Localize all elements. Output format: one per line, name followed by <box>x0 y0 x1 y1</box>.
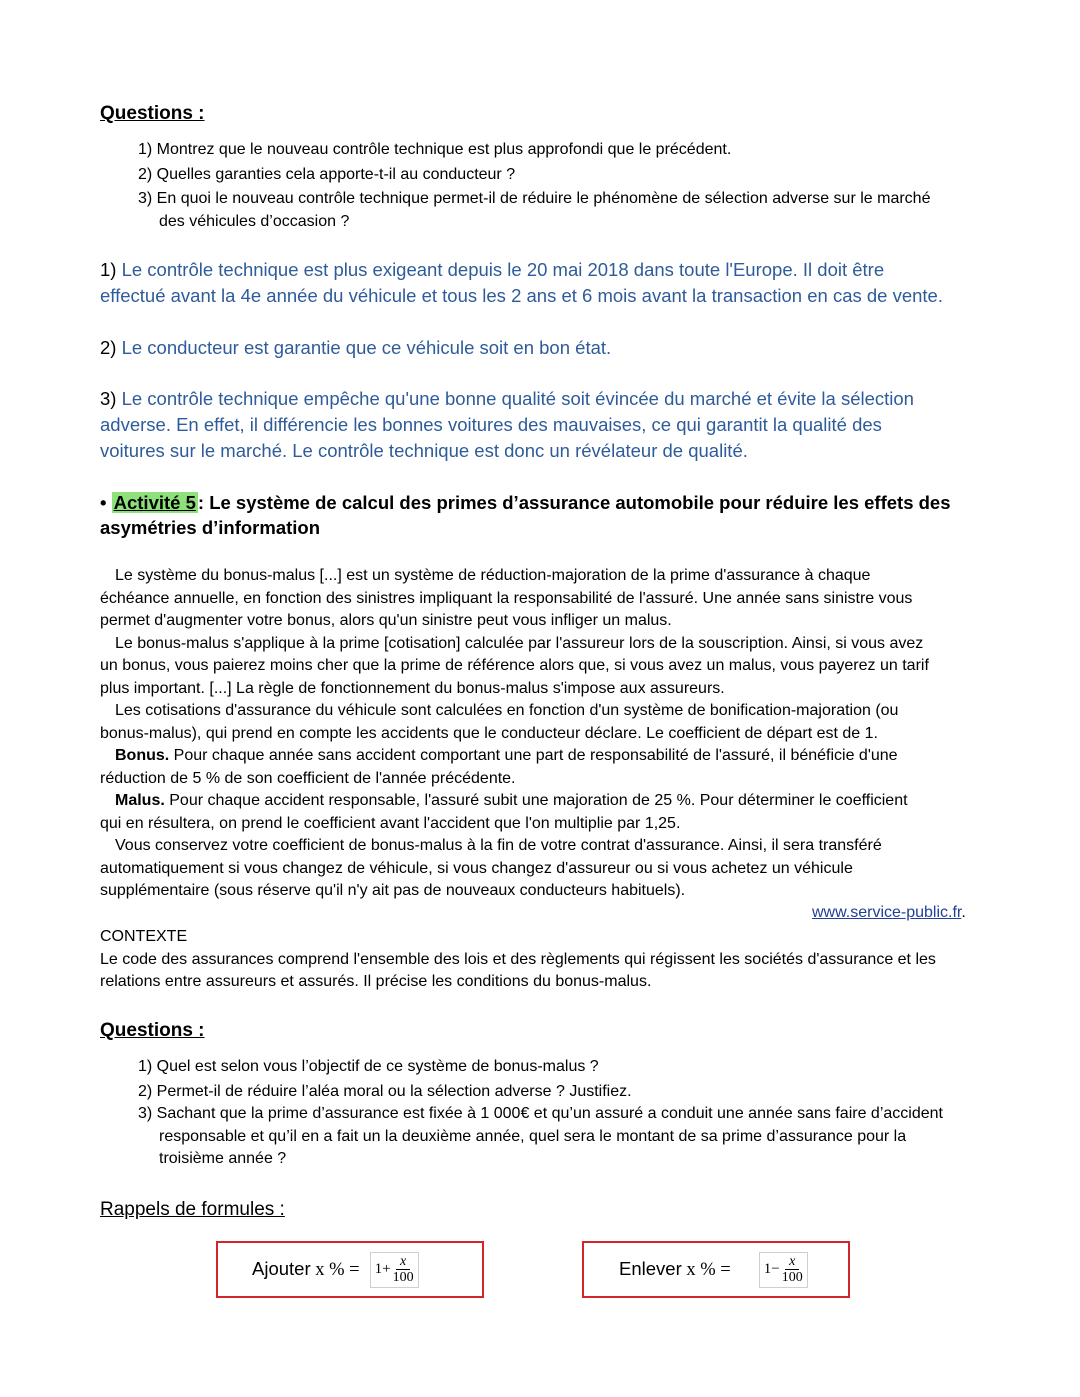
source-link[interactable]: www.service-public.fr <box>812 904 962 921</box>
answer-1-line-1: Le contrôle technique est plus exigeant depuis le 20 mai 2018 dans toute l'Europe. Il doit être <box>116 259 885 280</box>
doc-line: un bonus, vous paierez moins cher que la prime de référence alors que, si vous avez un malus, vous payerez un tarif <box>100 657 929 674</box>
questions-heading-1: Questions : <box>100 103 205 124</box>
answer-3-number: 3) <box>100 388 117 409</box>
bonus-line-2: réduction de 5 % de son coefficient de l'année précédente. <box>100 769 516 787</box>
doc-line: Le bonus-malus s'applique à la prime [cotisation] calculée par l'assureur lors de la souscription. Ainsi, si vous avez <box>115 634 924 652</box>
doc-line: supplémentaire (sous réserve qu'il n'y ait pas de nouveaux conducteurs habituels). <box>100 882 686 899</box>
doc-line: Les cotisations d'assurance du véhicule sont calculées en fonction d'un système de bonification-majoration (ou <box>115 702 899 719</box>
formula-box-add <box>216 1241 484 1298</box>
question-3-continued: responsable et qu’il en a fait un la deuxième année, quel sera le montant de sa prime d’assurance pour la <box>159 1127 907 1145</box>
formula-remove-label: Enlever x % = <box>619 1258 731 1280</box>
formula-box-remove <box>582 1241 850 1298</box>
questions-list-1 <box>138 139 930 233</box>
doc-line: automatiquement si vous changez de véhicule, si vous changez d'assureur ou si vous achetez un véhicule <box>100 859 853 877</box>
context-line-2: relations entre assureurs et assurés. Il précise les conditions du bonus-malus. <box>100 973 652 990</box>
bonus-line-1: Pour chaque année sans accident comportant une part de responsabilité de l'assuré, il bénéficie d'une <box>169 747 898 764</box>
malus-line-1: Pour chaque accident responsable, l'assuré subit une majoration de 25 %. Pour déterminer le coefficient <box>164 792 908 809</box>
doc-line: Le système du bonus-malus [...] est un système de réduction-majoration de la prime d'assurance à chaque <box>115 567 871 584</box>
activity-heading <box>100 490 951 540</box>
questions-heading-2: Questions : <box>100 1020 205 1041</box>
formula-add: 1+ $\frac{x}{100}$ <box>370 1252 419 1288</box>
answer-1-number: 1) <box>100 259 117 280</box>
answer-1 <box>100 257 943 309</box>
answer-3-line-3: voitures sur le marché. Le contrôle technique est donc un révélateur de qualité. <box>100 440 748 461</box>
answer-2-line-1: Le conducteur est garantie que ce véhicule soit en bon état. <box>116 337 612 358</box>
activity-tag: Activité 5 <box>113 492 196 513</box>
doc-line: Vous conservez votre coefficient de bonus-malus à la fin de votre contrat d'assurance. Ainsi, il sera transféré <box>115 837 882 854</box>
source-dot: . <box>961 904 966 921</box>
bullet-icon: • <box>100 492 107 513</box>
question-2: 2) Quelles garanties cela apporte-t-il au conducteur ? <box>138 165 516 183</box>
activity-title-line-1: : Le système de calcul des primes d’assurance automobile pour réduire les effets des <box>197 492 951 513</box>
answer-2-number: 2) <box>100 337 117 358</box>
formula-remove: 1− $\frac{x}{100}$ <box>759 1252 808 1288</box>
answer-1-line-2: effectué avant la 4e année du véhicule et tous les 2 ans et 6 mois avant la transaction en cas de vente. <box>100 285 943 306</box>
answer-3-line-1: Le contrôle technique empêche qu'une bonne qualité soit évincée du marché et évite la sélection <box>116 388 914 409</box>
question-3: 3) Sachant que la prime d’assurance est fixée à 1 000€ et qu’un assuré a conduit une année sans faire d’accident <box>138 1105 943 1122</box>
question-3-continued: troisième année ? <box>159 1150 287 1167</box>
activity-title-line-2: asymétries d’information <box>100 517 321 538</box>
question-1: 1) Quel est selon vous l’objectif de ce système de bonus-malus ? <box>138 1058 599 1075</box>
questions-list-2 <box>138 1056 943 1171</box>
bonus-label: Bonus. <box>115 747 170 764</box>
doc-line: plus important. [...] La règle de fonctionnement du bonus-malus s'impose aux assureurs. <box>100 679 725 697</box>
source <box>812 904 966 922</box>
doc-line: échéance annuelle, en fonction des sinistres impliquant la responsabilité de l'assuré. Une année sans sinistre vous <box>100 589 913 607</box>
doc-line: permet d'augmenter votre bonus, alors qu'un sinistre peut vous infliger un malus. <box>100 612 672 629</box>
question-1: 1) Montrez que le nouveau contrôle technique est plus approfondi que le précédent. <box>138 141 732 158</box>
document-text <box>100 565 929 903</box>
context-block <box>100 926 936 994</box>
rappels-heading: Rappels de formules : <box>100 1199 285 1220</box>
context-label: CONTEXTE <box>100 928 188 945</box>
question-3: 3) En quoi le nouveau contrôle technique permet-il de réduire le phénomène de sélection adverse sur le marché <box>138 190 931 207</box>
answer-3 <box>100 386 914 464</box>
formula-add-label: Ajouter x % = <box>252 1258 360 1280</box>
question-2: 2) Permet-il de réduire l’aléa moral ou la sélection adverse ? Justifiez. <box>138 1082 632 1100</box>
malus-label: Malus. <box>115 792 165 809</box>
context-line-1: Le code des assurances comprend l'ensemble des lois et des règlements qui régissent les sociétés d'assurance et les <box>100 950 936 968</box>
malus-line-2: qui en résultera, on prend le coefficient avant l'accident que l'on multiplie par 1,25. <box>100 814 681 832</box>
answer-2 <box>100 335 611 361</box>
question-3-continued: des véhicules d’occasion ? <box>159 212 350 230</box>
answer-3-line-2: adverse. En effet, il différencie les bonnes voitures des mauvaises, ce qui garantit la qualité des <box>100 414 882 435</box>
doc-line: bonus-malus), qui prend en compte les accidents que le conducteur déclare. Le coefficient de départ est de 1. <box>100 724 878 742</box>
